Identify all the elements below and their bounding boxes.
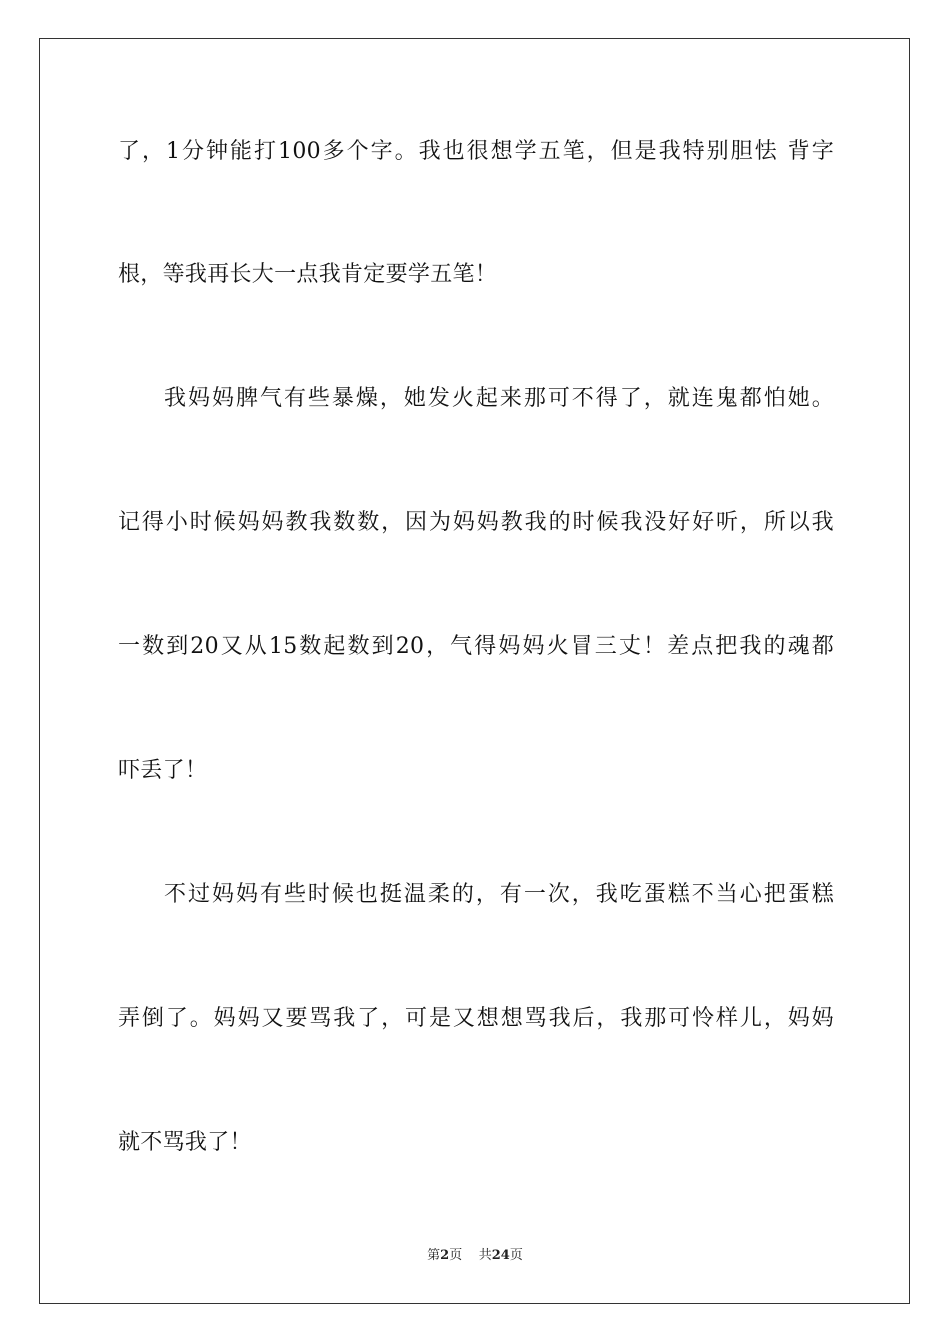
text-line-9: 就不骂我了！ bbox=[118, 1130, 252, 1155]
page-footer bbox=[0, 1247, 950, 1265]
text-line-1: 了，1分钟能打100多个字。我也很想学五笔，但是我特别胆怯 背字 bbox=[118, 139, 834, 164]
paragraph-start-line-7: 不过妈妈有些时候也挺温柔的，有一次，我吃蛋糕不当心把蛋糕 bbox=[164, 882, 834, 907]
text-line-5: 一数到20又从15数起数到20，气得妈妈火冒三丈！差点把我的魂都 bbox=[118, 634, 834, 659]
footer-total-suffix: 页 bbox=[509, 1248, 523, 1263]
footer-page-number: 2 bbox=[440, 1248, 450, 1263]
text-line-4: 记得小时候妈妈教我数数，因为妈妈教我的时候我没好好听，所以我 bbox=[118, 510, 834, 535]
text-line-6: 吓丢了！ bbox=[118, 758, 208, 783]
footer-page-suffix: 页 bbox=[449, 1248, 463, 1263]
page-border bbox=[39, 38, 910, 1304]
footer-total-prefix: 共 bbox=[478, 1248, 492, 1263]
footer-total-pages: 24 bbox=[491, 1248, 510, 1263]
paragraph-start-line-3: 我妈妈脾气有些暴燥，她发火起来那可不得了，就连鬼都怕她。 bbox=[164, 386, 834, 411]
footer-page-prefix: 第 bbox=[427, 1248, 441, 1263]
text-line-2: 根，等我再长大一点我肯定要学五笔！ bbox=[118, 262, 498, 287]
text-line-8: 弄倒了。妈妈又要骂我了，可是又想想骂我后，我那可怜样儿，妈妈 bbox=[118, 1006, 834, 1031]
